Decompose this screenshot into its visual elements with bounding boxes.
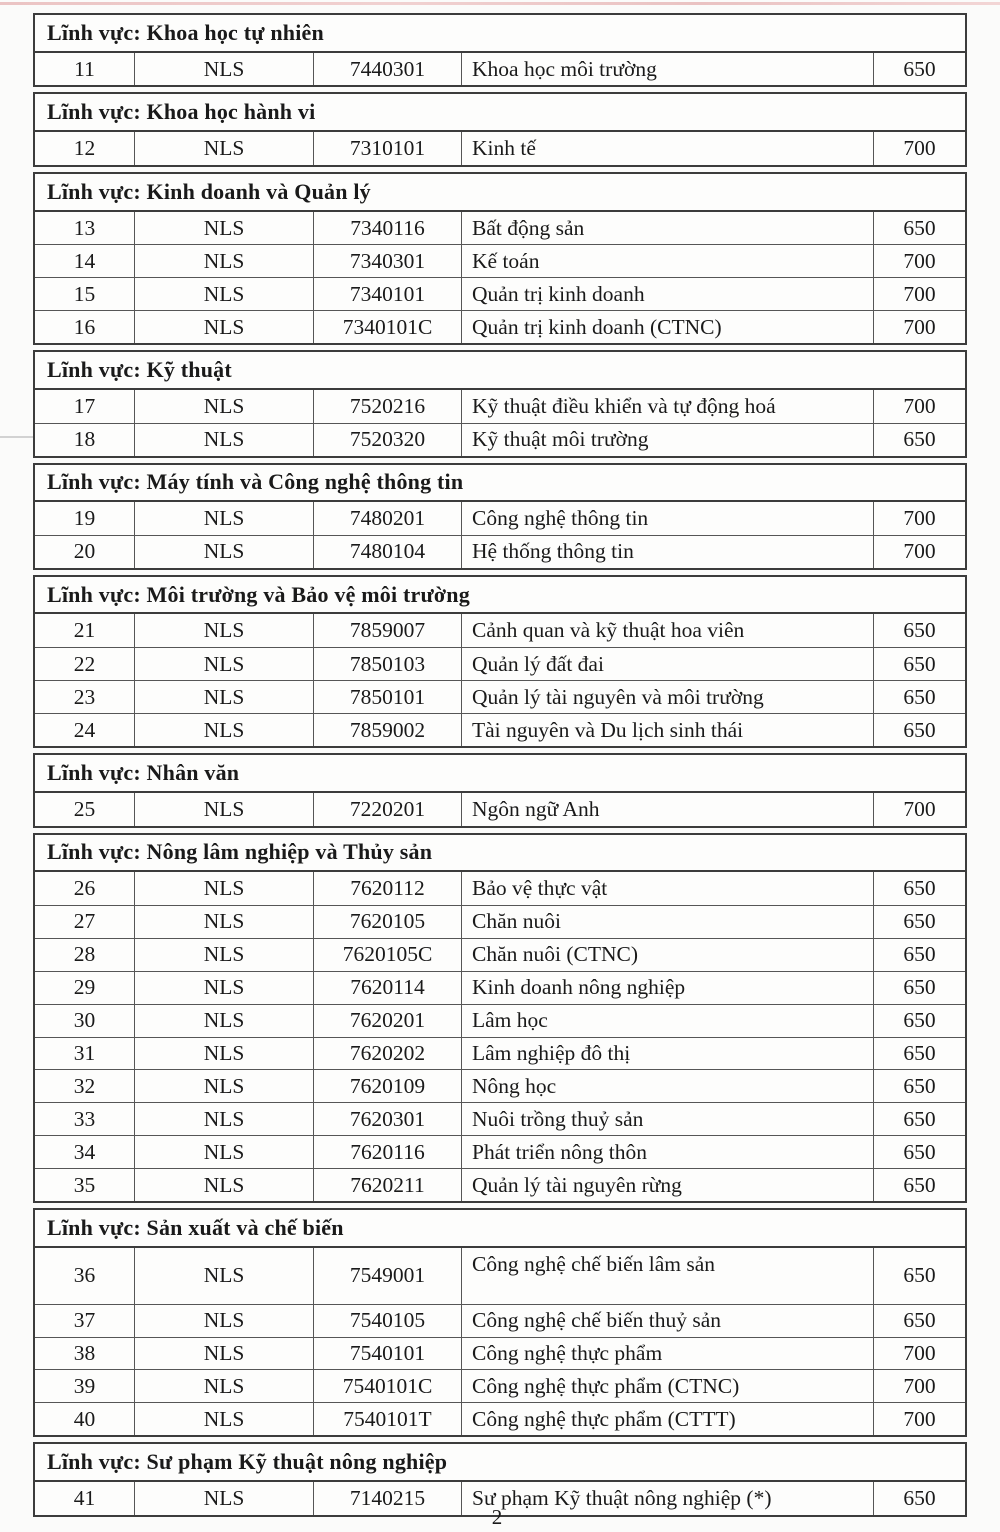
cell-school-code: NLS <box>135 53 314 86</box>
cell-program-code: 7540101T <box>314 1403 462 1435</box>
cell-program-name: Kỹ thuật môi trường <box>462 424 874 456</box>
cell-stt: 15 <box>35 278 135 310</box>
cell-stt: 11 <box>35 53 135 86</box>
cell-school-code: NLS <box>135 714 314 746</box>
cell-program-code: 7620114 <box>314 972 462 1004</box>
section-header-row <box>35 1444 965 1482</box>
section-header-row <box>35 577 965 615</box>
cell-program-name: Khoa học môi trường <box>462 53 874 86</box>
cell-program-code: 7620211 <box>314 1169 462 1201</box>
cell-school-code: NLS <box>135 1038 314 1070</box>
cell-program-name: Ngôn ngữ Anh <box>462 793 874 826</box>
table-section <box>33 13 967 87</box>
cell-school-code: NLS <box>135 972 314 1004</box>
cell-program-code: 7340101 <box>314 278 462 310</box>
cell-school-code: NLS <box>135 1403 314 1435</box>
cell-program-code: 7310101 <box>314 132 462 165</box>
table-section <box>33 1208 967 1437</box>
cell-score: 700 <box>903 136 936 161</box>
cell-score: 700 <box>903 1340 936 1365</box>
cell-program-code: 7520320 <box>314 424 462 456</box>
section-label: Lĩnh vực: Máy tính và Công nghệ thông tin <box>47 469 464 495</box>
cell-program-name: Công nghệ thông tin <box>462 502 874 535</box>
cell-stt: 35 <box>35 1169 135 1201</box>
cell-program-name: Tài nguyên và Du lịch sinh thái <box>462 714 874 746</box>
cell-program-code: 7340301 <box>314 245 462 277</box>
cell-program-code: 7620201 <box>314 1005 462 1037</box>
section-label: Lĩnh vực: Khoa học tự nhiên <box>47 19 324 45</box>
table-row <box>35 1102 965 1135</box>
cell-program-code: 7549001 <box>314 1248 462 1304</box>
table-section <box>33 350 967 457</box>
cell-program-name: Quản trị kinh doanh <box>462 278 874 310</box>
section-label: Lĩnh vực: Sản xuất và chế biến <box>47 1214 344 1240</box>
cell-stt: 28 <box>35 939 135 971</box>
cell-program-name: Bảo vệ thực vật <box>462 872 874 905</box>
section-label: Lĩnh vực: Môi trường và Bảo vệ môi trường <box>47 581 470 607</box>
cell-score: 650 <box>903 618 936 643</box>
cell-program-name: Quản lý đất đai <box>462 648 874 680</box>
table-row <box>35 905 965 938</box>
cell-program-code: 7340116 <box>314 212 462 245</box>
cell-school-code: NLS <box>135 1248 314 1304</box>
table-row <box>35 1337 965 1370</box>
cell-school-code: NLS <box>135 1136 314 1168</box>
admission-score-table <box>33 0 967 1517</box>
cell-program-name: Chăn nuôi <box>462 906 874 938</box>
cell-score: 650 <box>903 1485 936 1510</box>
cell-program-name: Nông học <box>462 1070 874 1102</box>
cell-school-code: NLS <box>135 1070 314 1102</box>
cell-score: 650 <box>903 975 936 1000</box>
cell-score: 650 <box>903 1308 936 1333</box>
cell-program-code: 7220201 <box>314 793 462 826</box>
table-row <box>35 132 965 165</box>
cell-score: 650 <box>903 1263 936 1288</box>
cell-stt: 20 <box>35 536 135 568</box>
cell-score: 650 <box>903 56 936 81</box>
cell-program-name: Cảnh quan và kỹ thuật hoa viên <box>462 614 874 647</box>
cell-program-name: Sư phạm Kỹ thuật nông nghiệp (*) <box>462 1482 874 1515</box>
cell-program-name: Lâm nghiệp đô thị <box>462 1038 874 1070</box>
cell-stt: 37 <box>35 1305 135 1337</box>
cell-program-code: 7620116 <box>314 1136 462 1168</box>
cell-school-code: NLS <box>135 648 314 680</box>
table-row <box>35 212 965 245</box>
cell-stt: 30 <box>35 1005 135 1037</box>
cell-stt: 24 <box>35 714 135 746</box>
cell-school-code: NLS <box>135 536 314 568</box>
table-row <box>35 647 965 680</box>
table-row <box>35 310 965 343</box>
cell-school-code: NLS <box>135 424 314 456</box>
table-section <box>33 172 967 345</box>
table-row <box>35 423 965 456</box>
cell-score: 700 <box>903 539 936 564</box>
section-header-row <box>35 755 965 793</box>
cell-program-code: 7620109 <box>314 1070 462 1102</box>
cell-stt: 13 <box>35 212 135 245</box>
section-label: Lĩnh vực: Sư phạm Kỹ thuật nông nghiệp <box>47 1448 448 1474</box>
section-header-row <box>35 465 965 503</box>
cell-program-name: Kinh tế <box>462 132 874 165</box>
cell-score: 700 <box>903 393 936 418</box>
cell-school-code: NLS <box>135 681 314 713</box>
cell-program-code: 7480201 <box>314 502 462 535</box>
cell-score: 650 <box>903 684 936 709</box>
cell-stt: 36 <box>35 1248 135 1304</box>
cell-score: 650 <box>903 1008 936 1033</box>
cell-program-code: 7620105 <box>314 906 462 938</box>
cell-score: 650 <box>903 1172 936 1197</box>
cell-program-code: 7140215 <box>314 1482 462 1515</box>
cell-program-name: Công nghệ thực phẩm <box>462 1338 874 1370</box>
cell-score: 650 <box>903 717 936 742</box>
table-row <box>35 1248 965 1304</box>
cell-score: 650 <box>903 1073 936 1098</box>
cell-school-code: NLS <box>135 278 314 310</box>
page-number: 2 <box>491 1505 503 1529</box>
cell-school-code: NLS <box>135 502 314 535</box>
section-header-row <box>35 15 965 53</box>
cell-program-code: 7540105 <box>314 1305 462 1337</box>
cell-stt: 40 <box>35 1403 135 1435</box>
cell-stt: 21 <box>35 614 135 647</box>
cell-school-code: NLS <box>135 390 314 423</box>
table-section <box>33 753 967 827</box>
cell-school-code: NLS <box>135 311 314 343</box>
cell-program-name: Chăn nuôi (CTNC) <box>462 939 874 971</box>
table-section <box>33 463 967 570</box>
table-row <box>35 971 965 1004</box>
table-row <box>35 53 965 86</box>
cell-school-code: NLS <box>135 132 314 165</box>
table-row <box>35 1135 965 1168</box>
cell-program-code: 7520216 <box>314 390 462 423</box>
cell-stt: 23 <box>35 681 135 713</box>
cell-stt: 22 <box>35 648 135 680</box>
cell-program-name: Lâm học <box>462 1005 874 1037</box>
table-row <box>35 1168 965 1201</box>
section-header-row <box>35 835 965 873</box>
table-row <box>35 1037 965 1070</box>
section-header-row <box>35 1210 965 1248</box>
cell-stt: 25 <box>35 793 135 826</box>
cell-program-name: Bất động sản <box>462 212 874 245</box>
cell-stt: 41 <box>35 1482 135 1515</box>
cell-stt: 12 <box>35 132 135 165</box>
table-row <box>35 277 965 310</box>
cell-stt: 19 <box>35 502 135 535</box>
cell-stt: 39 <box>35 1370 135 1402</box>
cell-score: 700 <box>903 248 936 273</box>
cell-score: 650 <box>903 1106 936 1131</box>
table-row <box>35 244 965 277</box>
table-row <box>35 872 965 905</box>
cell-program-name: Hệ thống thông tin <box>462 536 874 568</box>
table-row <box>35 502 965 535</box>
cell-stt: 33 <box>35 1103 135 1135</box>
cell-score: 700 <box>903 314 936 339</box>
cell-stt: 31 <box>35 1038 135 1070</box>
cell-score: 700 <box>903 281 936 306</box>
cell-stt: 14 <box>35 245 135 277</box>
cell-program-code: 7540101C <box>314 1370 462 1402</box>
section-header-row <box>35 174 965 212</box>
cell-school-code: NLS <box>135 1338 314 1370</box>
cell-stt: 16 <box>35 311 135 343</box>
cell-school-code: NLS <box>135 1005 314 1037</box>
section-label: Lĩnh vực: Kinh doanh và Quản lý <box>47 178 371 204</box>
cell-stt: 34 <box>35 1136 135 1168</box>
table-section <box>33 575 967 748</box>
table-row <box>35 1402 965 1435</box>
cell-program-name: Công nghệ chế biến lâm sản <box>462 1248 874 1304</box>
cell-program-name: Quản trị kinh doanh (CTNC) <box>462 311 874 343</box>
section-header-row <box>35 352 965 390</box>
cell-program-name: Kế toán <box>462 245 874 277</box>
cell-program-name: Công nghệ thực phẩm (CTNC) <box>462 1370 874 1402</box>
section-label: Lĩnh vực: Nhân văn <box>47 759 240 785</box>
table-row <box>35 1004 965 1037</box>
cell-program-code: 7620301 <box>314 1103 462 1135</box>
cell-score: 650 <box>903 909 936 934</box>
cell-school-code: NLS <box>135 1370 314 1402</box>
scan-artifact-left-line <box>0 436 37 438</box>
cell-stt: 17 <box>35 390 135 423</box>
cell-score: 650 <box>903 876 936 901</box>
cell-school-code: NLS <box>135 1103 314 1135</box>
cell-program-name: Công nghệ chế biến thuỷ sản <box>462 1305 874 1337</box>
cell-score: 700 <box>903 506 936 531</box>
cell-program-code: 7440301 <box>314 53 462 86</box>
cell-program-code: 7480104 <box>314 536 462 568</box>
cell-program-code: 7850101 <box>314 681 462 713</box>
cell-school-code: NLS <box>135 614 314 647</box>
section-label: Lĩnh vực: Khoa học hành vi <box>47 99 316 125</box>
cell-school-code: NLS <box>135 939 314 971</box>
cell-school-code: NLS <box>135 793 314 826</box>
cell-stt: 32 <box>35 1070 135 1102</box>
cell-program-code: 7859002 <box>314 714 462 746</box>
cell-score: 700 <box>903 796 936 821</box>
cell-program-code: 7620202 <box>314 1038 462 1070</box>
cell-program-code: 7540101 <box>314 1338 462 1370</box>
cell-program-name: Công nghệ thực phẩm (CTTT) <box>462 1403 874 1435</box>
table-row <box>35 680 965 713</box>
cell-stt: 29 <box>35 972 135 1004</box>
cell-program-code: 7620112 <box>314 872 462 905</box>
section-label: Lĩnh vực: Nông lâm nghiệp và Thủy sản <box>47 839 433 865</box>
cell-score: 650 <box>903 1139 936 1164</box>
cell-stt: 27 <box>35 906 135 938</box>
cell-school-code: NLS <box>135 1482 314 1515</box>
cell-program-name: Kỹ thuật điều khiển và tự động hoá <box>462 390 874 423</box>
cell-score: 700 <box>903 1406 936 1431</box>
cell-school-code: NLS <box>135 245 314 277</box>
cell-program-code: 7340101C <box>314 311 462 343</box>
cell-school-code: NLS <box>135 212 314 245</box>
table-row <box>35 390 965 423</box>
cell-score: 650 <box>903 1041 936 1065</box>
table-row <box>35 535 965 568</box>
cell-score: 650 <box>903 942 936 967</box>
table-section <box>33 92 967 166</box>
table-row <box>35 1304 965 1337</box>
cell-stt: 38 <box>35 1338 135 1370</box>
cell-program-name: Nuôi trồng thuỷ sản <box>462 1103 874 1135</box>
cell-score: 700 <box>903 1373 936 1398</box>
table-row <box>35 614 965 647</box>
cell-score: 650 <box>903 215 936 240</box>
table-section <box>33 833 967 1204</box>
table-row <box>35 938 965 971</box>
cell-stt: 26 <box>35 872 135 905</box>
cell-school-code: NLS <box>135 872 314 905</box>
cell-program-name: Quản lý tài nguyên và môi trường <box>462 681 874 713</box>
table-row <box>35 1069 965 1102</box>
cell-program-name: Kinh doanh nông nghiệp <box>462 972 874 1004</box>
cell-program-code: 7620105C <box>314 939 462 971</box>
table-row <box>35 713 965 746</box>
cell-school-code: NLS <box>135 1305 314 1337</box>
cell-program-code: 7850103 <box>314 648 462 680</box>
section-header-row <box>35 94 965 132</box>
cell-program-code: 7859007 <box>314 614 462 647</box>
section-label: Lĩnh vực: Kỹ thuật <box>47 356 232 382</box>
cell-stt: 18 <box>35 424 135 456</box>
cell-program-name: Quản lý tài nguyên rừng <box>462 1169 874 1201</box>
table-row <box>35 793 965 826</box>
cell-score: 650 <box>903 427 936 452</box>
table-row <box>35 1369 965 1402</box>
cell-score: 650 <box>903 651 936 676</box>
cell-program-name: Phát triển nông thôn <box>462 1136 874 1168</box>
cell-school-code: NLS <box>135 906 314 938</box>
cell-school-code: NLS <box>135 1169 314 1201</box>
